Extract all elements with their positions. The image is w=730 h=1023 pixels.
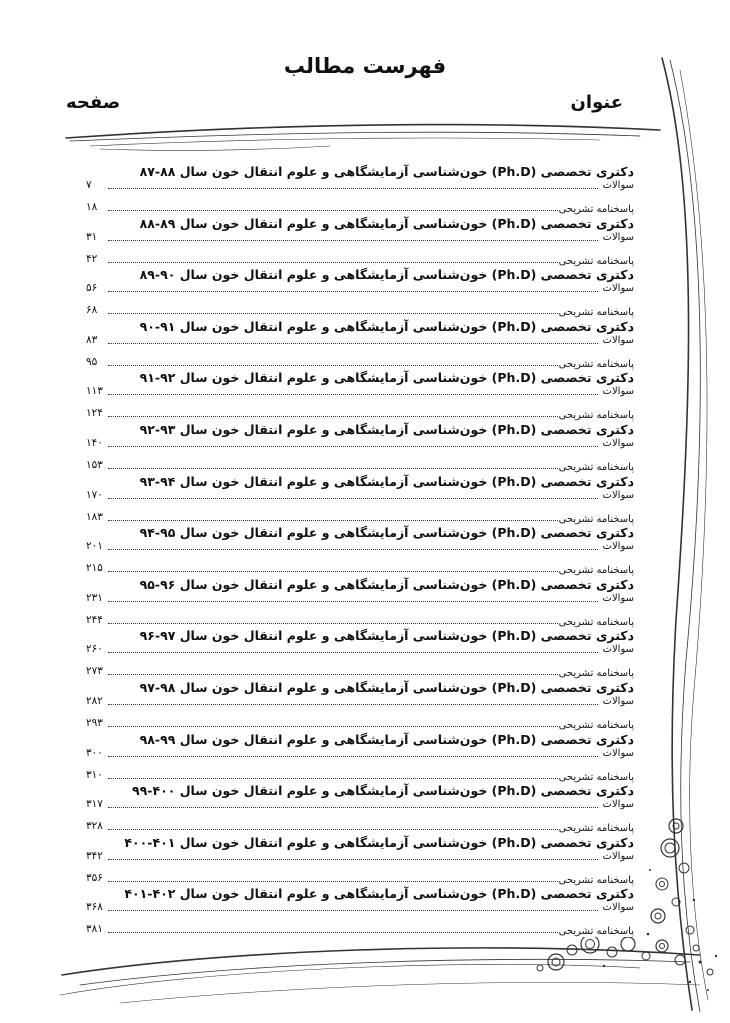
- dot-leader: [108, 210, 598, 211]
- toc-answers-row[interactable]: [86, 919, 634, 936]
- toc-row-label: سوالات: [602, 386, 634, 398]
- page-number: ۲۹۳: [86, 716, 103, 729]
- toc-row-label: سوالات: [602, 747, 634, 759]
- dot-leader: [108, 365, 598, 366]
- toc-row-label: پاسخنامه تشریحی: [558, 255, 634, 267]
- page-number: ۳۸۱: [86, 923, 103, 936]
- toc-answers-row[interactable]: [86, 558, 634, 575]
- page-number: ۱۱۳: [86, 385, 103, 398]
- page-number: ۱۸: [86, 201, 98, 213]
- toc-answers-row[interactable]: [86, 300, 634, 317]
- dot-leader: [108, 601, 598, 602]
- toc-section-heading[interactable]: دکتری تخصصی (Ph.D) خون‌شناسی آزمایشگاهی و علوم انتقال خون سال ۹۶-۹۵: [139, 576, 634, 592]
- toc-row-label: سوالات: [602, 489, 634, 501]
- toc-answers-row[interactable]: [86, 507, 634, 524]
- dot-leader: [108, 446, 598, 447]
- toc-section-heading[interactable]: دکتری تخصصی (Ph.D) خون‌شناسی آزمایشگاهی و علوم انتقال خون سال ۹۷-۹۶: [139, 628, 634, 644]
- toc-row-label: سوالات: [602, 180, 634, 191]
- page-number: ۲۷۳: [86, 665, 103, 678]
- toc-section-heading[interactable]: دکتری تخصصی (Ph.D) خون‌شناسی آزمایشگاهی و علوم انتقال خون سال ۹۳-۹۲: [139, 421, 634, 437]
- toc-questions-row[interactable]: [86, 381, 634, 398]
- page-number: ۳۵۶: [86, 871, 103, 884]
- page-number: ۶۸: [86, 304, 98, 317]
- page-number: ۳۲۸: [86, 820, 103, 833]
- toc-answers-row[interactable]: [86, 765, 634, 782]
- toc-questions-row[interactable]: [86, 691, 634, 708]
- toc-row-label: پاسخنامه تشریحی: [558, 874, 634, 886]
- toc-section-heading[interactable]: دکتری تخصصی (Ph.D) خون‌شناسی آزمایشگاهی و علوم انتقال خون سال ۸۸-۸۷: [139, 164, 634, 179]
- page-number: ۱۵۳: [86, 458, 103, 471]
- toc-questions-row[interactable]: [86, 794, 634, 811]
- toc-section: [86, 731, 634, 783]
- page-number: ۱۴۰: [86, 436, 103, 449]
- toc-row-label: سوالات: [602, 541, 634, 553]
- page-number: ۳۱۰: [86, 768, 103, 781]
- toc-section: [86, 163, 634, 215]
- page-number: ۱۲۴: [86, 407, 103, 420]
- toc-questions-row[interactable]: [86, 227, 634, 244]
- toc-answers-row[interactable]: [86, 352, 634, 369]
- page-number: ۳۰۰: [86, 746, 103, 759]
- toc-row-label: سوالات: [602, 695, 634, 707]
- toc-row-label: پاسخنامه تشریحی: [558, 358, 634, 370]
- toc-answers-row[interactable]: [86, 713, 634, 730]
- toc-section: [86, 782, 634, 834]
- toc-row-label: پاسخنامه تشریحی: [558, 204, 634, 215]
- page-number: ۸۳: [86, 333, 98, 346]
- page-number: ۲۶۰: [86, 643, 103, 656]
- toc-section: [86, 885, 634, 937]
- toc-questions-row[interactable]: [86, 278, 634, 295]
- dot-leader: [108, 932, 598, 933]
- toc-row-label: سوالات: [602, 283, 634, 295]
- toc-row-label: سوالات: [602, 334, 634, 346]
- toc-section: [86, 679, 634, 731]
- page-number: ۱۸۳: [86, 510, 103, 523]
- toc-answers-row[interactable]: [86, 610, 634, 627]
- dot-leader: [108, 394, 598, 395]
- toc-questions-row[interactable]: [86, 588, 634, 605]
- toc-answers-row[interactable]: [86, 661, 634, 678]
- dot-leader: [108, 188, 598, 189]
- toc-section-heading[interactable]: دکتری تخصصی (Ph.D) خون‌شناسی آزمایشگاهی و علوم انتقال خون سال ۴۰۲-۴۰۱: [124, 886, 634, 902]
- toc-row-label: سوالات: [602, 437, 634, 449]
- page-number: ۴۲: [86, 252, 98, 265]
- dot-leader: [108, 778, 598, 779]
- page-number: ۷: [86, 179, 92, 191]
- dot-leader: [108, 910, 598, 911]
- toc-row-label: پاسخنامه تشریحی: [558, 771, 634, 783]
- page-number: ۹۵: [86, 355, 98, 368]
- toc-row-label: پاسخنامه تشریحی: [558, 565, 634, 577]
- toc-questions-row[interactable]: [86, 485, 634, 502]
- toc-section-heading[interactable]: دکتری تخصصی (Ph.D) خون‌شناسی آزمایشگاهی و علوم انتقال خون سال ۹۴-۹۳: [139, 473, 634, 489]
- page-number: ۲۰۱: [86, 540, 103, 553]
- toc-section: [86, 266, 634, 318]
- toc-section: [86, 421, 634, 473]
- toc-questions-row[interactable]: [86, 743, 634, 760]
- page-number: ۱۷۰: [86, 488, 103, 501]
- toc-row-label: سوالات: [602, 850, 634, 862]
- toc-section: [86, 834, 634, 886]
- toc-section: [86, 369, 634, 421]
- dot-leader: [108, 859, 598, 860]
- dot-leader: [108, 756, 598, 757]
- page-number: ۲۱۵: [86, 562, 103, 575]
- page-title: فهرست مطالب: [283, 54, 447, 78]
- toc-answers-row[interactable]: [86, 455, 634, 472]
- dot-leader: [108, 416, 598, 417]
- toc-answers-row[interactable]: [86, 197, 634, 214]
- dot-leader: [108, 291, 598, 292]
- page-number: ۲۳۱: [86, 591, 103, 604]
- toc-questions-row[interactable]: [86, 846, 634, 863]
- toc-section-heading[interactable]: دکتری تخصصی (Ph.D) خون‌شناسی آزمایشگاهی و علوم انتقال خون سال ۹۵-۹۴: [139, 525, 634, 541]
- toc-answers-row[interactable]: [86, 249, 634, 266]
- dot-leader: [108, 807, 598, 808]
- page-number: ۳۴۲: [86, 849, 103, 862]
- toc-row-label: سوالات: [602, 231, 634, 243]
- toc-section-heading[interactable]: دکتری تخصصی (Ph.D) خون‌شناسی آزمایشگاهی و علوم انتقال خون سال ۹۹-۹۸: [139, 731, 634, 747]
- column-page-header: صفحه: [66, 92, 121, 113]
- toc-row-label: پاسخنامه تشریحی: [558, 823, 634, 835]
- toc-row-label: پاسخنامه تشریحی: [558, 410, 634, 422]
- page-number: ۲۴۴: [86, 613, 103, 626]
- page-number: ۳۱: [86, 230, 98, 243]
- toc-row-label: سوالات: [602, 799, 634, 811]
- dot-leader: [108, 829, 598, 830]
- table-of-contents: [86, 163, 634, 937]
- toc-row-label: پاسخنامه تشریحی: [558, 719, 634, 731]
- page-number: ۳۱۷: [86, 798, 103, 811]
- toc-row-label: سوالات: [602, 902, 634, 914]
- toc-row-label: پاسخنامه تشریحی: [558, 616, 634, 628]
- toc-row-label: پاسخنامه تشریحی: [558, 926, 634, 938]
- toc-section-heading[interactable]: دکتری تخصصی (Ph.D) خون‌شناسی آزمایشگاهی و علوم انتقال خون سال ۹۸-۹۷: [139, 679, 634, 695]
- toc-answers-row[interactable]: [86, 868, 634, 885]
- toc-section: [86, 318, 634, 370]
- dot-leader: [108, 549, 598, 550]
- dot-leader: [108, 262, 598, 263]
- toc-section: [86, 473, 634, 525]
- toc-section-heading[interactable]: دکتری تخصصی (Ph.D) خون‌شناسی آزمایشگاهی و علوم انتقال خون سال ۸۹-۸۸: [139, 215, 634, 231]
- dot-leader: [108, 240, 598, 241]
- toc-questions-row[interactable]: [86, 175, 634, 192]
- dot-leader: [108, 704, 598, 705]
- toc-questions-row[interactable]: [86, 897, 634, 914]
- page-number: ۲۸۲: [86, 694, 103, 707]
- toc-section-heading[interactable]: دکتری تخصصی (Ph.D) خون‌شناسی آزمایشگاهی و علوم انتقال خون سال ۹۲-۹۱: [139, 370, 634, 386]
- dot-leader: [108, 726, 598, 727]
- dot-leader: [108, 652, 598, 653]
- column-title-header: عنوان: [570, 92, 623, 113]
- dot-leader: [108, 468, 598, 469]
- toc-section: [86, 524, 634, 576]
- toc-questions-row[interactable]: [86, 639, 634, 656]
- dot-leader: [108, 571, 598, 572]
- toc-section-heading[interactable]: دکتری تخصصی (Ph.D) خون‌شناسی آزمایشگاهی و علوم انتقال خون سال ۴۰۱-۴۰۰: [124, 834, 634, 850]
- page-number: ۵۶: [86, 282, 98, 295]
- toc-row-label: پاسخنامه تشریحی: [558, 668, 634, 680]
- toc-questions-row[interactable]: [86, 536, 634, 553]
- toc-answers-row[interactable]: [86, 816, 634, 833]
- toc-row-label: پاسخنامه تشریحی: [558, 513, 634, 525]
- toc-questions-row[interactable]: [86, 330, 634, 347]
- toc-section: [86, 215, 634, 267]
- dot-leader: [108, 343, 598, 344]
- toc-questions-row[interactable]: [86, 433, 634, 450]
- dot-leader: [108, 498, 598, 499]
- toc-section: [86, 627, 634, 679]
- toc-section-heading[interactable]: دکتری تخصصی (Ph.D) خون‌شناسی آزمایشگاهی و علوم انتقال خون سال ۹۰-۸۹: [139, 267, 634, 283]
- toc-section-heading[interactable]: دکتری تخصصی (Ph.D) خون‌شناسی آزمایشگاهی و علوم انتقال خون سال ۴۰۰-۹۹: [131, 783, 634, 799]
- toc-row-label: سوالات: [602, 592, 634, 604]
- toc-answers-row[interactable]: [86, 403, 634, 420]
- dot-leader: [108, 313, 598, 314]
- dot-leader: [108, 623, 598, 624]
- dot-leader: [108, 674, 598, 675]
- toc-row-label: پاسخنامه تشریحی: [558, 307, 634, 319]
- dot-leader: [108, 520, 598, 521]
- page-number: ۳۶۸: [86, 901, 103, 914]
- toc-section: [86, 576, 634, 628]
- toc-section-heading[interactable]: دکتری تخصصی (Ph.D) خون‌شناسی آزمایشگاهی و علوم انتقال خون سال ۹۱-۹۰: [139, 318, 634, 334]
- toc-row-label: سوالات: [602, 644, 634, 656]
- toc-row-label: پاسخنامه تشریحی: [558, 461, 634, 473]
- dot-leader: [108, 881, 598, 882]
